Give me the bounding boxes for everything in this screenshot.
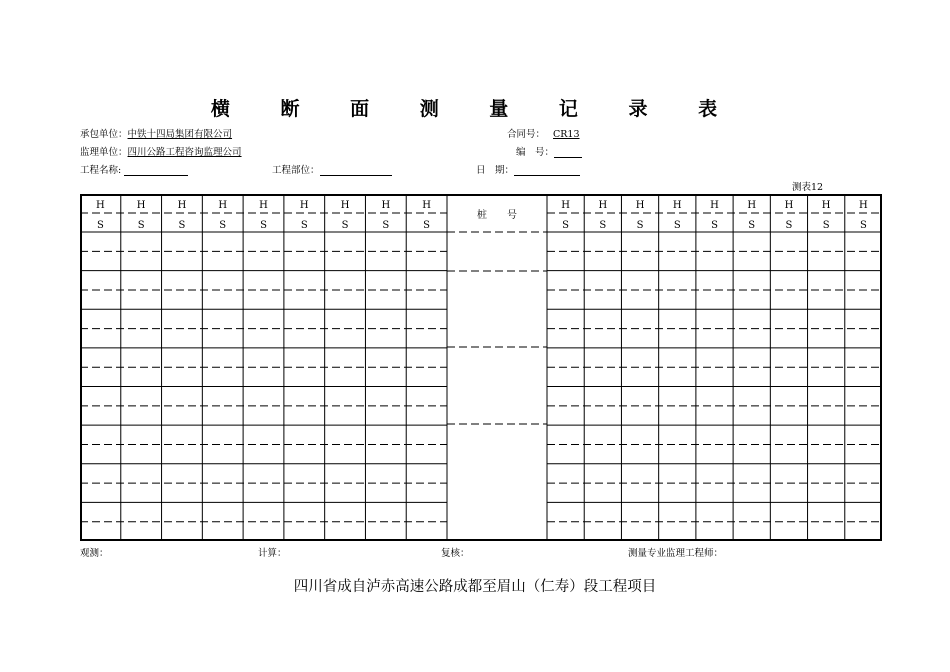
right-h-label: H <box>859 200 868 211</box>
right-s-label: S <box>785 220 793 231</box>
left-h-label: H <box>218 200 228 211</box>
left-s-label: S <box>341 220 349 231</box>
left-s-label: S <box>300 220 308 231</box>
left-s-label: S <box>423 220 431 231</box>
project-name-blank[interactable] <box>124 165 188 176</box>
right-s-label: S <box>636 220 644 231</box>
review-label: 复核： <box>441 548 470 559</box>
right-s-label: S <box>859 220 867 231</box>
date-blank[interactable] <box>514 165 580 176</box>
left-s-label: S <box>178 220 186 231</box>
right-s-label: S <box>599 220 607 231</box>
calc-label: 计算： <box>258 548 287 559</box>
left-h-label: H <box>136 200 146 211</box>
contractor-value: 中铁十四局集团有限公司 <box>127 129 233 140</box>
engineer-label: 测量专业监理工程师： <box>628 548 724 559</box>
station-header: 桩 号 <box>477 210 517 221</box>
project-part-label: 工程部位： <box>272 165 320 176</box>
contract-no-row <box>507 126 594 140</box>
left-h-label: H <box>96 200 105 211</box>
project-part-row <box>272 162 392 176</box>
left-s-label: S <box>96 220 104 231</box>
table-grid <box>80 194 882 541</box>
contract-no-label: 合同号： <box>507 129 546 140</box>
left-h-label: H <box>259 200 268 211</box>
right-h-label: H <box>710 200 719 211</box>
left-h-label: H <box>422 200 431 211</box>
left-s-label: S <box>382 220 390 231</box>
right-h-label: H <box>635 200 645 211</box>
left-h-label: H <box>340 200 350 211</box>
project-name-label: 工程名称: <box>80 165 122 176</box>
serial-label: 编 号： <box>516 147 555 158</box>
contractor-label: 承包单位： <box>80 129 128 140</box>
right-h-label: H <box>821 200 831 211</box>
right-s-label: S <box>562 220 570 231</box>
serial-row <box>516 144 582 158</box>
form-number: 测表12 <box>792 182 824 193</box>
project-name-row <box>80 162 188 176</box>
right-h-label: H <box>747 200 757 211</box>
supervisor-value: 四川公路工程咨询监理公司 <box>127 147 242 158</box>
contractor-row <box>80 126 232 140</box>
right-s-label: S <box>673 220 681 231</box>
project-part-blank[interactable] <box>320 165 392 176</box>
project-name: 四川省成自泸赤高速公路成都至眉山（仁寿）段工程项目 <box>293 579 657 595</box>
right-s-label: S <box>822 220 830 231</box>
left-h-label: H <box>381 200 391 211</box>
right-s-label: S <box>748 220 756 231</box>
supervisor-label: 监理单位： <box>80 147 128 158</box>
serial-blank[interactable] <box>554 147 582 158</box>
form-title: 横 断 面 测 量 记 录 表 <box>210 98 740 120</box>
right-h-label: H <box>672 200 682 211</box>
contract-no-value: CR13 <box>553 129 580 140</box>
supervisor-row <box>80 144 242 158</box>
right-h-label: H <box>598 200 608 211</box>
date-label: 日 期： <box>476 165 515 176</box>
right-h-label: H <box>784 200 794 211</box>
left-s-label: S <box>219 220 227 231</box>
right-s-label: S <box>711 220 718 231</box>
date-row <box>476 162 580 176</box>
left-h-label: H <box>299 200 309 211</box>
left-s-label: S <box>260 220 267 231</box>
left-h-label: H <box>177 200 187 211</box>
observe-label: 观测： <box>80 548 109 559</box>
right-h-label: H <box>561 200 570 211</box>
cross-section-table <box>80 194 882 541</box>
left-s-label: S <box>137 220 145 231</box>
